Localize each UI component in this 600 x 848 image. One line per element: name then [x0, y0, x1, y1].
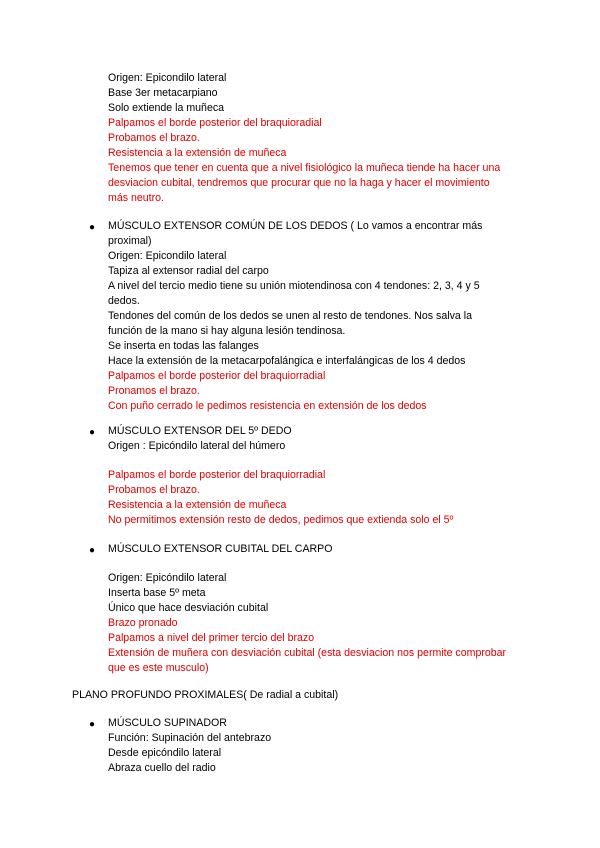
section1-line: Base 3er metacarpiano — [108, 87, 218, 99]
section1-note: desviacion cubital, tendremos que procurar que no la haga y hacer el movimiento — [108, 177, 490, 189]
section2-line: función de la mano si hay alguna lesión tendinosa. — [108, 325, 346, 337]
section2-note: Pronamos el brazo. — [108, 385, 200, 397]
section3-note: Resistencia a la extensión de muñeca — [108, 499, 287, 511]
section3-note: No permitimos extensión resto de dedos, pedimos que extienda solo el 5º — [108, 514, 454, 526]
bullet-icon: ● — [89, 719, 96, 730]
section5-heading: MÚSCULO SUPINADOR — [108, 717, 227, 729]
section3-note: Probamos el brazo. — [108, 484, 200, 496]
section5-line: Abraza cuello del radio — [108, 762, 216, 774]
section5-line: Desde epicóndilo lateral — [108, 747, 222, 759]
section2-heading: proximal) — [108, 235, 152, 247]
section4-note: que es este musculo) — [108, 662, 209, 674]
section2-line: Hace la extensión de la metacarpofalángica e interfalángicas de los 4 dedos — [108, 355, 466, 367]
plano-heading: PLANO PROFUNDO PROXIMALES( De radial a cubital) — [72, 689, 339, 701]
section5-line: Función: Supinación del antebrazo — [108, 732, 272, 744]
section4-heading: MÚSCULO EXTENSOR CUBITAL DEL CARPO — [108, 543, 333, 555]
section2-line: Origen: Epicondilo lateral — [108, 250, 227, 262]
section2-note: Palpamos el borde posterior del braquiorradial — [108, 370, 326, 382]
section1-note: más neutro. — [108, 192, 164, 204]
section2-note: Con puño cerrado le pedimos resistencia en extensión de los dedos — [108, 400, 427, 412]
section1-line: Origen: Epicondilo lateral — [108, 72, 227, 84]
section2-line: Se inserta en todas las falanges — [108, 340, 259, 352]
section4-note: Palpamos a nivel del primer tercio del brazo — [108, 632, 315, 644]
section4-line: Origen: Epicóndilo lateral — [108, 572, 227, 584]
section3-heading: MÚSCULO EXTENSOR DEL 5º DEDO — [108, 425, 292, 437]
section2-line: A nivel del tercio medio tiene su unión miotendinosa con 4 tendones: 2, 3, 4 y 5 — [108, 280, 480, 292]
section1-note: Tenemos que tener en cuenta que a nivel fisiológico la muñeca tiende ha hacer una — [108, 162, 501, 174]
section2-line: Tendones del común de los dedos se unen al resto de tendones. Nos salva la — [108, 310, 472, 322]
section3-line: Origen : Epicóndilo lateral del húmero — [108, 440, 286, 452]
section4-line: Inserta base 5º meta — [108, 587, 206, 599]
bullet-icon: ● — [89, 222, 96, 233]
section4-line: Único que hace desviación cubital — [108, 602, 269, 614]
section1-note: Probamos el brazo. — [108, 132, 200, 144]
section2-line: Tapiza al extensor radial del carpo — [108, 265, 269, 277]
bullet-icon: ● — [89, 545, 96, 556]
section1-note: Resistencia a la extensión de muñeca — [108, 147, 287, 159]
section3-note: Palpamos el borde posterior del braquiorradial — [108, 469, 326, 481]
section4-note: Extensión de muñera con desviación cubital (esta desviacion nos permite comprobar — [108, 647, 507, 659]
section2-heading: MÚSCULO EXTENSOR COMÚN DE LOS DEDOS ( Lo vamos a encontrar más — [108, 220, 483, 232]
section4-note: Brazo pronado — [108, 617, 178, 629]
section1-note: Palpamos el borde posterior del braquioradial — [108, 117, 322, 129]
section1-line: Solo extiende la muñeca — [108, 102, 225, 114]
section2-line: dedos. — [108, 295, 140, 307]
bullet-icon: ● — [89, 427, 96, 438]
